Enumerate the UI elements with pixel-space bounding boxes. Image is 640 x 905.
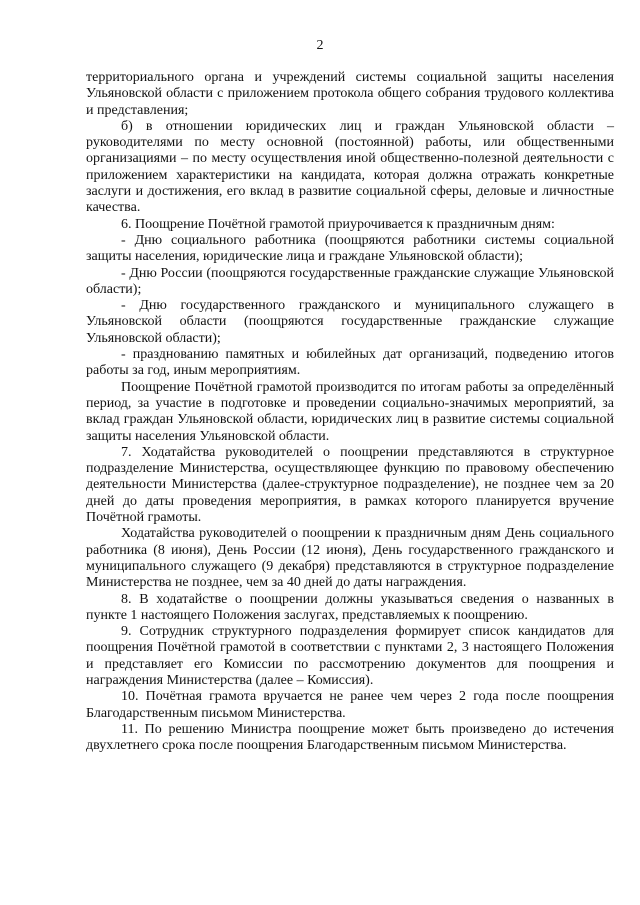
page-number: 2 — [316, 38, 324, 53]
paragraph-7: 7. Ходатайства руководителей о поощрении представляются в структурное подразделение Министерства, осуществляющее функцию по правовому обеспечению деятельности Министерства (далее-структурное подразделение), не позднее чем за 20 дней до даты проведения мероприятия, в рамках которого планируется вручение Почётной грамоты. — [86, 444, 614, 526]
list-item-anniversaries: - празднованию памятных и юбилейных дат организаций, подведению итогов работы за год, иным мероприятиям. — [86, 347, 614, 379]
list-item-russia-day: - Дню России (поощряются государственные гражданские служащие Ульяновской области); — [86, 265, 614, 297]
paragraph-petitions-holidays: Ходатайства руководителей о поощрении к праздничным дням День социального работника (8 июня), День России (12 июня), День государственного гражданского и муниципального служащего (9 декабря) представляются в структурное подразделение Министерства не позднее, чем за 40 дней до даты награждения. — [86, 526, 614, 591]
list-item-civil-servant-day: - Дню государственного гражданского и муниципального служащего в Ульяновской области (поощряются государственные гражданские служащие Ульяновской области); — [86, 298, 614, 346]
paragraph-continuation: территориального органа и учреждений системы социальной защиты населения Ульяновской области с приложением протокола общего собрания трудового коллектива и представления; — [86, 70, 614, 118]
paragraph-award-basis: Поощрение Почётной грамотой производится по итогам работы за определённый период, за участие в подготовке и проведении социально-значимых мероприятий, за вклад граждан Ульяновской области, юридических лиц в развитие системы социальной защиты населения Ульяновской области. — [86, 379, 614, 444]
paragraph-6: 6. Поощрение Почётной грамотой приурочивается к праздничным дням: — [121, 216, 555, 232]
list-item-social-worker-day: - Дню социального работника (поощряются работники системы социальной защиты населения, юридические лица и граждане Ульяновской области); — [86, 232, 614, 265]
paragraph-10: 10. Почётная грамота вручается не ранее чем через 2 года после поощрения Благодарственным письмом Министерства. — [86, 689, 614, 721]
paragraph-8: 8. В ходатайстве о поощрении должны указываться сведения о названных в пункте 1 настоящего Положения заслугах, представляемых к поощрению. — [86, 591, 614, 623]
paragraph-11: 11. По решению Министра поощрение может быть произведено до истечения двухлетнего срока после поощрения Благодарственным письмом Министерства. — [86, 721, 614, 754]
paragraph-item-b: б) в отношении юридических лиц и граждан Ульяновской области – руководителями по месту основной (постоянной) работы, или общественными организациями – по месту осуществления иной общественно-полезной деятельности с приложением характеристики на кандидата, которая должна отражать конкретные заслуги и достижения, его вклад в развитие социальной сферы, деловые и личностные качества. — [86, 118, 614, 216]
paragraph-9: 9. Сотрудник структурного подразделения формирует список кандидатов для поощрения Почётной грамотой в соответствии с пунктами 2, 3 настоящего Положения и представляет его Комиссии по рассмотрению документов для поощрения и награждения Министерства (далее – Комиссия). — [86, 624, 614, 688]
document-body — [86, 70, 614, 754]
